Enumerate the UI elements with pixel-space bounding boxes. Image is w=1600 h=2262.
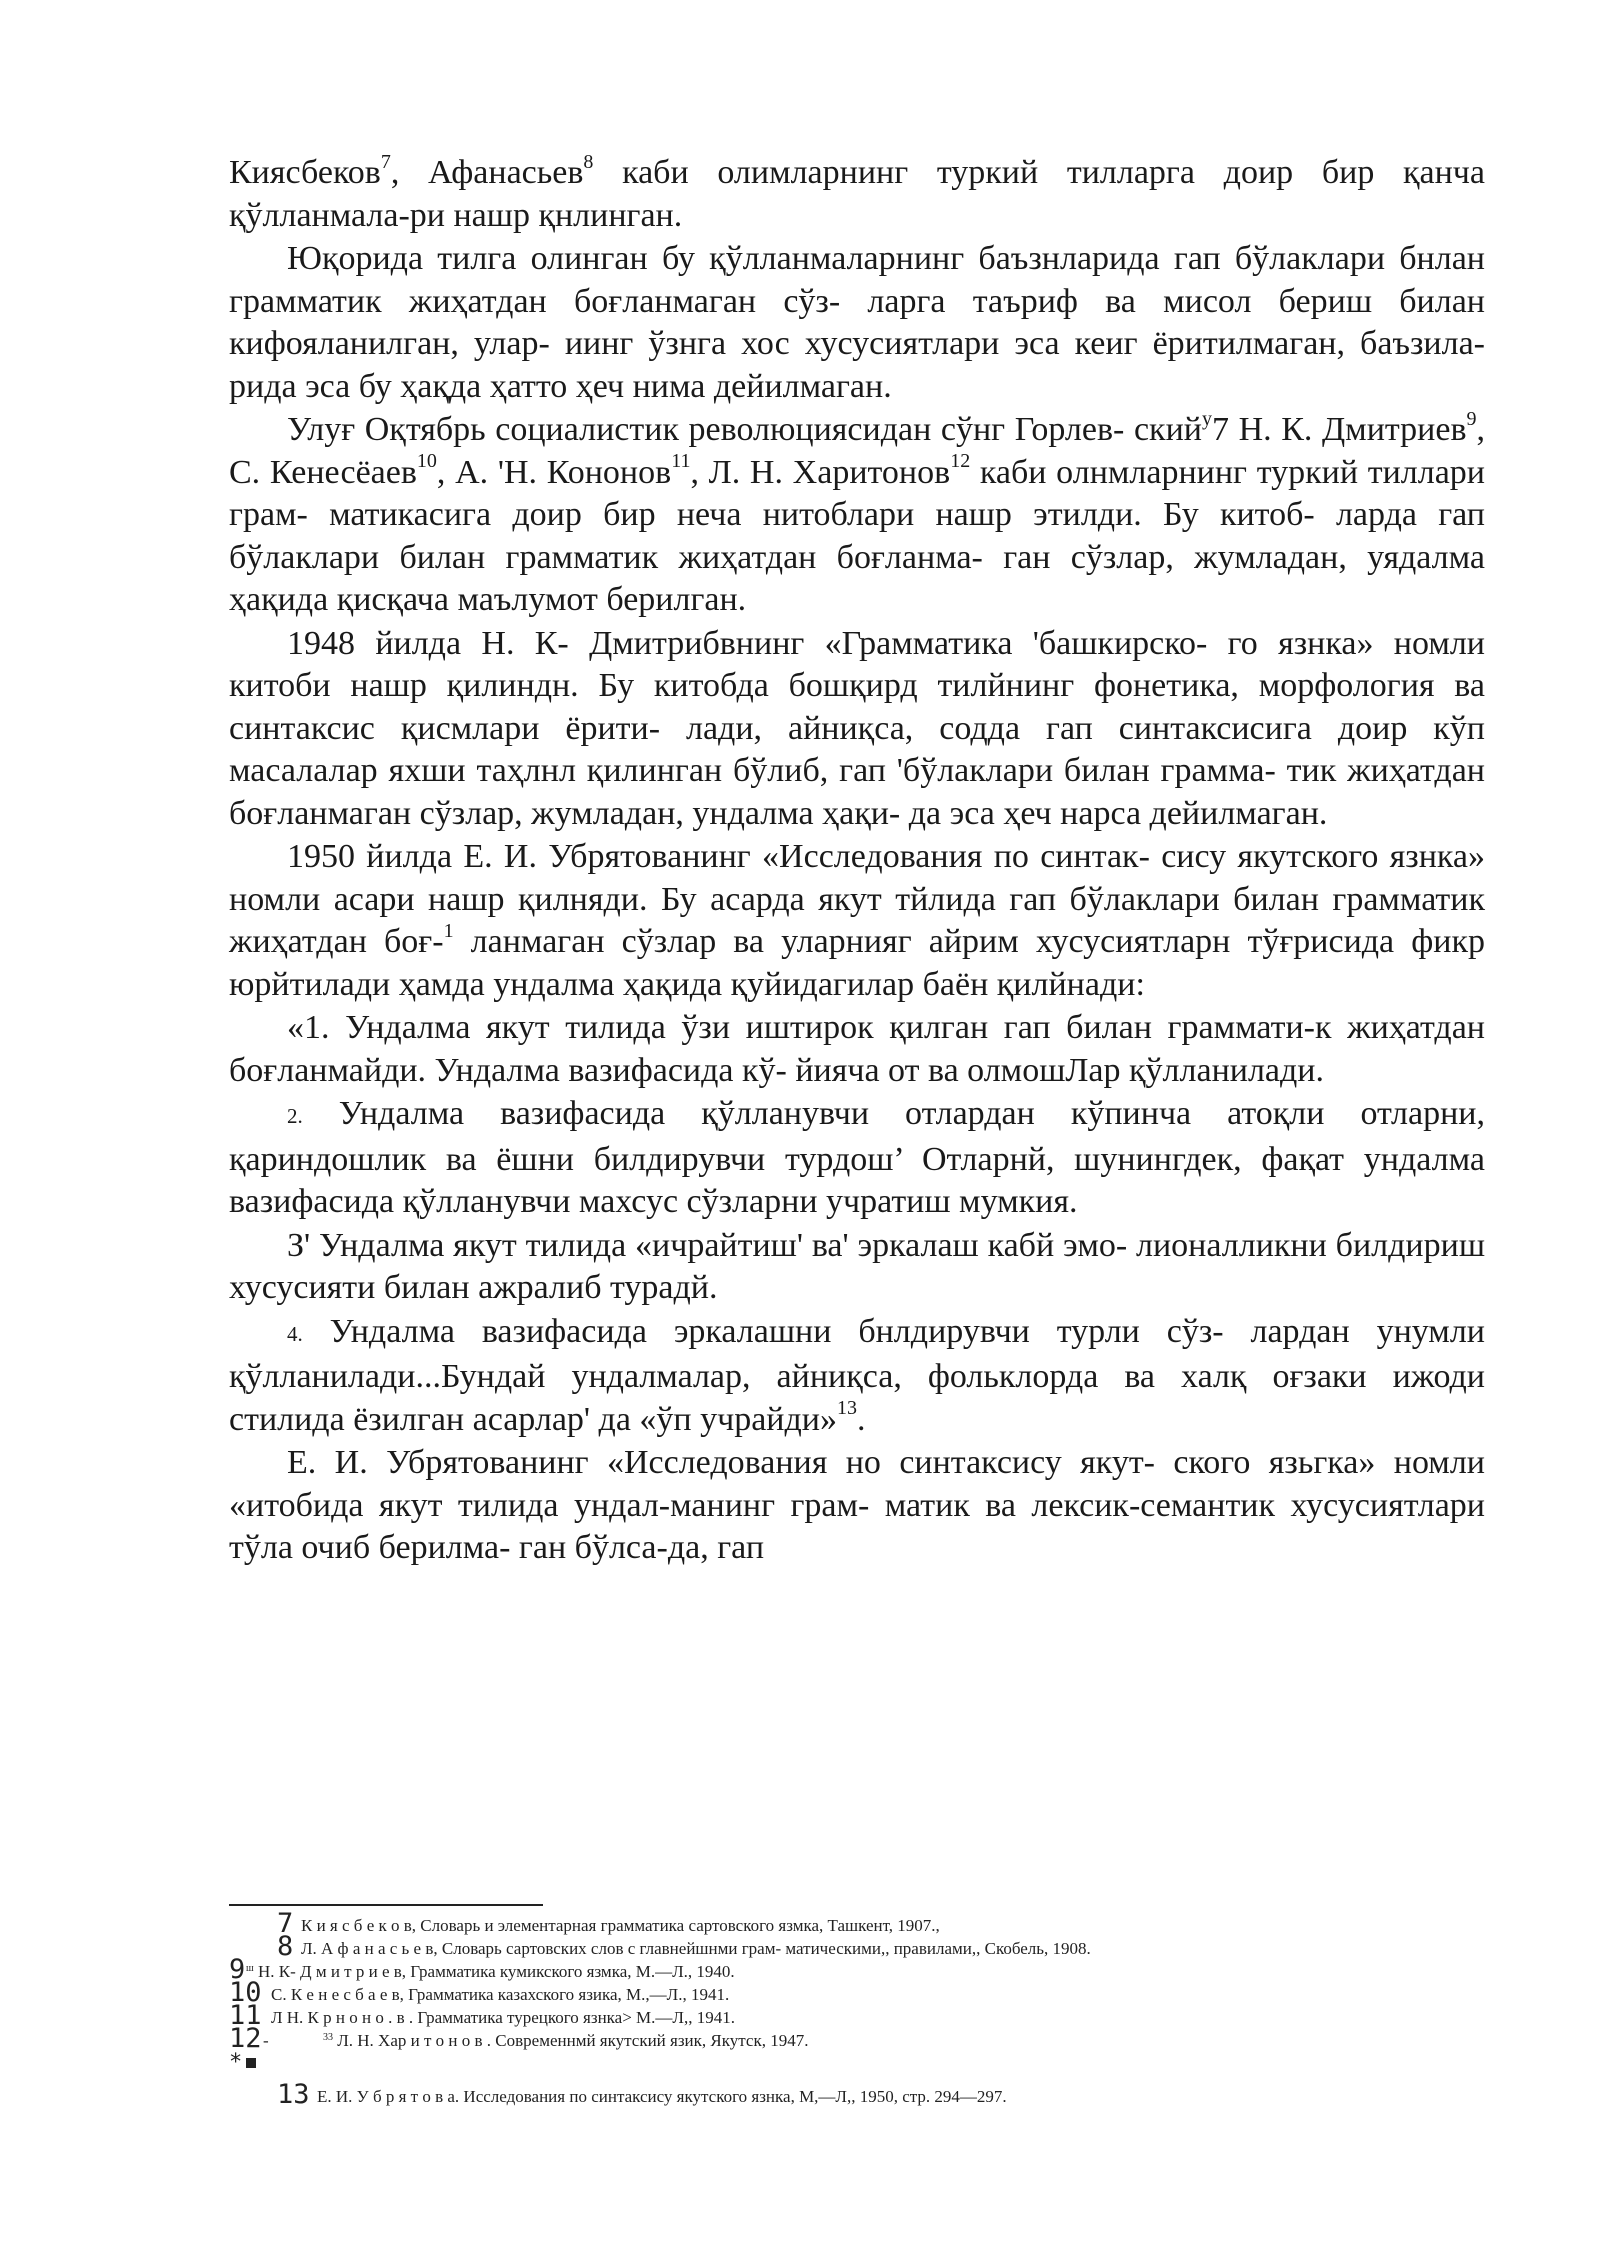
paragraph-9 xyxy=(229,1311,1485,1442)
footnote-text: Л. А ф а н а с ь е в, Словарь сартовских слов с главнейшнми грам- матическими,, правилами,, Скобель, 1908. xyxy=(301,1939,1091,1958)
footnote-ref: 12 xyxy=(950,450,971,473)
footnote-ref: 7 xyxy=(380,150,391,173)
footnote-text: Н. К- Д м и т р и е в, Грамматика кумикского язмка, М.—Л., 1940. xyxy=(257,1962,735,1981)
text-run: . xyxy=(857,1400,866,1438)
list-number: 4. xyxy=(287,1321,303,1346)
footnote-ref: 13 xyxy=(837,1397,857,1420)
footnote-12 xyxy=(229,2023,1429,2054)
text-run: каби олнмларнинг туркий тиллари грам- матикасига доир бир неча нитоблари нашр этилди. Бу китоб- ларда гап бўлаклари билан грамматик жиҳатдан боғланма- ган сўзлар, жумладан, уядалма ҳақида қисқача маълумот берилган. xyxy=(229,453,1485,618)
square-bullet-icon xyxy=(246,2058,256,2068)
footnote-sub-mark: 33 xyxy=(323,2032,333,2043)
paragraph-5 xyxy=(229,836,1485,1006)
list-number: 2. xyxy=(287,1104,303,1128)
footnote-9 xyxy=(229,1954,1429,1985)
footnotes xyxy=(229,1908,1429,2110)
footnote-mark: 13 xyxy=(277,2079,310,2110)
footnote-mark: 10 xyxy=(229,1977,262,2008)
footnote-text: Л Н. К р н о н о . в . Грамматика турецкого язнка> М.—Л,, 1941. xyxy=(271,2008,735,2027)
text-run: , А. 'Н. Кононов xyxy=(436,453,672,491)
body-text xyxy=(229,152,1485,1571)
paragraph-8: З' Ундалма якут тилида «ичрайтиш' ва' эркалаш кабй эмо- лионалликни билдириш хусусияти билан ажралиб турадй. xyxy=(229,1226,1485,1306)
footnote-mark: 11 xyxy=(229,2000,262,2031)
footnote-mark: 9 xyxy=(229,1954,246,1985)
footnote-8 xyxy=(229,1931,1429,1962)
footnote-mark: * xyxy=(229,2050,243,2075)
footnote-dash: - xyxy=(263,2031,269,2050)
text-run: ланмаган сўзлар ва уларнияг айрим хусусиятларн тўғрисида фикр юрйтилади ҳамда ундалма ҳақида қуйидагилар баён қилйнади: xyxy=(229,923,1485,1003)
footnote-13 xyxy=(229,2079,1429,2110)
footnote-10 xyxy=(229,1977,1429,2008)
footnote-ref: 11 xyxy=(671,450,691,473)
text-run: Киясбеков xyxy=(229,154,381,191)
text-run: каби олимларнинг туркий тилларга доир бир қанча қўлланмала-ри нашр қнлинган. xyxy=(229,154,1485,234)
text-run: , С. Кенесёаев xyxy=(229,411,1486,491)
footnote-text: К и я с б е к о в, Словарь и элементарная грамматика сартовского язмка, Ташкент, 1907., xyxy=(301,1916,940,1935)
footnote-ref: 9 xyxy=(1466,407,1477,430)
paragraph-6: «1. Ундалма якут тилида ўзи иштирок қилган гап билан граммати-к жиҳатдан боғланмайди. Ундалма вазифасида кў- йияча от ва олмошЛар қўлланилади. xyxy=(229,1009,1485,1089)
text-run: Ундалма вазифасида қўлланувчи отлардан кўпинча атоқли отларни, қариндошлик ва ёшни билдирувчи турдош’ Отларнй, шунингдек, фақат ундалма вазифасида қўлланувчи махсус сўзларни учратиш мумкия. xyxy=(229,1095,1485,1220)
footnote-mark: 7 xyxy=(277,1908,294,1939)
footnote-text: Е. И. У б р я т о в а. Исследования по синтаксису якутского язнка, М,—Л,, 1950, стр. 294—297. xyxy=(317,2087,1007,2106)
text-run: 1950 йилда Е. И. Убрятованинг «Исследования по синтак- сису якутского язнка» номли асари нашр қилняди. Бу асарда якут тйлида гап бўлаклари билан грамматик жиҳатдан боғ- xyxy=(229,838,1485,960)
footnote-mark: 12 xyxy=(229,2023,262,2054)
footnote-star xyxy=(229,2050,1429,2077)
paragraph-7 xyxy=(229,1093,1485,1224)
footnote-ref: 8 xyxy=(583,150,594,173)
footnote-separator xyxy=(229,1904,543,1906)
footnote-mark: 8 xyxy=(277,1931,294,1962)
text-run: , Л. Н. Харитонов xyxy=(690,453,951,491)
paragraph-2: Юқорида тилга олинган бу қўлланмаларнинг баъзнларида гап бўлаклари бнлан грамматик жиҳатдан боғланмаган сўз- ларга таъриф ва мисол бериш билан кифояланилган, улар- иинг ўзнга хос хусусиятлари эса кеиг ёритилмаган, баъзила- рида эса бу ҳақда ҳатто ҳеч нима дейилмаган. xyxy=(229,240,1485,405)
paragraph-3 xyxy=(229,409,1485,622)
footnote-text: Л. Н. Хар и т о н о в . Современнмй якутский язик, Якутск, 1947. xyxy=(337,2031,809,2050)
paragraph-1 xyxy=(229,152,1485,237)
paragraph-10: Е. И. Убрятованинг «Исследования но синтаксису якут- ского язьгка» номли «итобида якут тилида ундал-манинг грам- матик ва лексик-семантик хусусиятлари тўла очиб берилма- ган бўлса-да, гап xyxy=(229,1444,1485,1566)
text-run: , Афанасьев xyxy=(390,154,584,191)
footnote-ref: 1 xyxy=(443,919,454,942)
footnote-11 xyxy=(229,2000,1429,2031)
text-run: Ундалма вазифасида эркалашни бнлдирувчи турли сўз- лардан унумли қўлланилади...Бундай ундалмалар, айниқса, фольклорда ва халқ оғзаки ижоди стилида ёзилган асарлар' да «ўп учрайди» xyxy=(229,1312,1485,1438)
text-run: Улуғ Оқтябрь социалистик революциясидан сўнг Горлев- ский xyxy=(287,411,1202,448)
footnote-7 xyxy=(229,1908,1429,1939)
paragraph-4: 1948 йилда Н. К- Дмитрибвнинг «Грамматика 'башкирско- го язнка» номли китоби нашр қилиндн. Бу китобда бошқирд тилйнинг фонетика, морфология ва синтаксис қисмлари ёрити- лади, айниқса, содда гап синтаксисига доир кўп масалалар яхши таҳлнл қилинган бўлиб, гап 'бўлаклари билан грамма- тик жиҳатдан боғланмаган сўзлар, жумладан, ундалма ҳақи- да эса ҳеч нарса дейилмаган. xyxy=(229,624,1485,832)
footnote-ref: 10 xyxy=(416,450,437,473)
footnote-ref: у xyxy=(1201,407,1212,430)
footnote-sub-mark: ш xyxy=(246,1963,254,1974)
text-run: 7 Н. К. Дмитриев xyxy=(1211,411,1467,448)
footnote-text: С. К е н е с б а е в, Грамматика казахского язика, М.,—Л., 1941. xyxy=(271,1985,730,2004)
